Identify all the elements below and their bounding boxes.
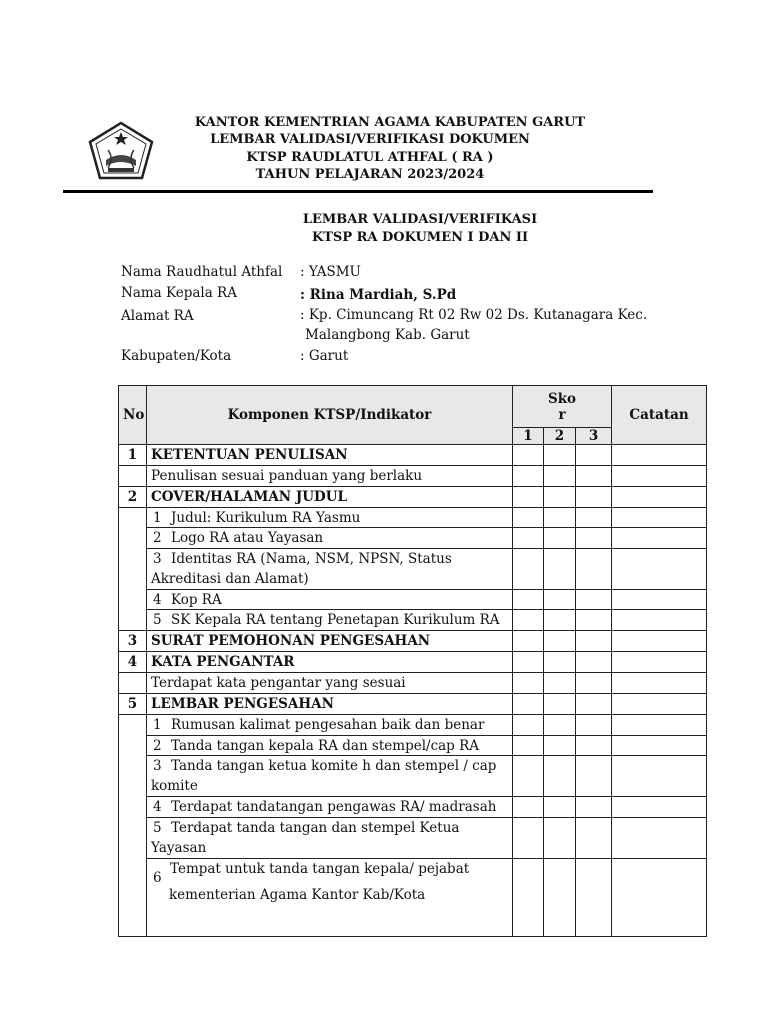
score-cell-1[interactable] xyxy=(513,528,544,549)
header-line-3: KTSP RAUDLATUL ATHFAL ( RA ) xyxy=(246,150,494,165)
indicator-label-line-1: Tanda tangan ketua komite h dan stempel / cap xyxy=(171,758,497,774)
note-cell[interactable] xyxy=(612,610,707,631)
skor-label-part-1: Sko xyxy=(547,390,577,407)
indicator-label: Judul: Kurikulum RA Yasmu xyxy=(171,509,361,526)
score-cell-1[interactable] xyxy=(513,487,544,508)
table-row xyxy=(119,487,707,508)
note-cell[interactable] xyxy=(612,631,707,652)
indicator-label-line-2: Yayasan xyxy=(151,840,207,856)
score-cell-1[interactable] xyxy=(513,631,544,652)
indicator-label: Logo RA atau Yayasan xyxy=(171,530,324,546)
note-cell[interactable] xyxy=(612,694,707,715)
score-cell-3[interactable] xyxy=(576,445,612,466)
indicator-number: 4 xyxy=(153,591,162,608)
section-title: COVER/HALAMAN JUDUL xyxy=(147,487,513,508)
score-cell-3[interactable] xyxy=(576,549,612,590)
score-cell-2[interactable] xyxy=(544,715,576,736)
score-cell-2[interactable] xyxy=(544,694,576,715)
indicator-label: Kop RA xyxy=(171,591,222,608)
indicator-label-line-1: Tempat untuk tanda tangan kepala/ pejabat xyxy=(170,861,470,877)
table-row xyxy=(119,797,707,818)
row-number: 2 xyxy=(119,487,147,508)
col-header-komponen: Komponen KTSP/Indikator xyxy=(147,386,513,445)
indicator-text xyxy=(147,859,513,937)
indicator-text xyxy=(147,508,513,528)
table-row xyxy=(119,736,707,756)
section-title: KATA PENGANTAR xyxy=(147,652,513,673)
note-cell[interactable] xyxy=(612,756,707,797)
score-cell-3[interactable] xyxy=(576,652,612,673)
note-cell[interactable] xyxy=(612,736,707,756)
indicator-text: Terdapat kata pengantar yang sesuai xyxy=(147,673,513,694)
score-cell-1[interactable] xyxy=(513,590,544,610)
indicator-text xyxy=(147,610,513,631)
note-cell[interactable] xyxy=(612,528,707,549)
score-cell-3[interactable] xyxy=(576,715,612,736)
score-cell-2[interactable] xyxy=(544,528,576,549)
indicator-label-line-1: Identitas RA (Nama, NSM, NPSN, Status xyxy=(171,551,452,567)
indicator-label-line-2: Akreditasi dan Alamat) xyxy=(151,571,309,587)
score-cell-2[interactable] xyxy=(544,859,576,937)
table-row xyxy=(119,756,707,797)
indicator-text: Penulisan sesuai panduan yang berlaku xyxy=(147,466,513,487)
header-line-1: KANTOR KEMENTRIAN AGAMA KABUPATEN GARUT xyxy=(194,115,586,130)
score-cell-3[interactable] xyxy=(576,487,612,508)
indicator-text xyxy=(147,549,513,590)
table-row xyxy=(119,528,707,549)
score-cell-1[interactable] xyxy=(513,445,544,466)
indicator-text xyxy=(147,715,513,736)
score-cell-3[interactable] xyxy=(576,466,612,487)
header-line-4: TAHUN PELAJARAN 2023/2024 xyxy=(255,167,485,182)
table-row xyxy=(119,445,707,466)
indicator-number: 1 xyxy=(153,509,162,526)
col-header-skor-3: 3 xyxy=(576,428,612,445)
note-cell[interactable] xyxy=(612,590,707,610)
score-cell-1[interactable] xyxy=(513,549,544,590)
table-row xyxy=(119,859,707,937)
indicator-number: 5 xyxy=(153,612,162,628)
col-header-no: No xyxy=(119,386,147,445)
table-row xyxy=(119,466,707,487)
score-cell-1[interactable] xyxy=(513,818,544,859)
table-row xyxy=(119,549,707,590)
indicator-number: 3 xyxy=(153,758,162,774)
score-cell-3[interactable] xyxy=(576,673,612,694)
score-cell-2[interactable] xyxy=(544,466,576,487)
indicator-label-line-2: komite xyxy=(151,778,198,794)
table-row xyxy=(119,590,707,610)
score-cell-3[interactable] xyxy=(576,590,612,610)
table-row xyxy=(119,715,707,736)
subtitle-line-1: LEMBAR VALIDASI/VERIFIKASI xyxy=(302,212,538,227)
indicator-number: 5 xyxy=(153,820,162,836)
indicator-number: 4 xyxy=(153,799,162,815)
section-title: SURAT PEMOHONAN PENGESAHAN xyxy=(147,631,513,652)
score-cell-2[interactable] xyxy=(544,756,576,797)
indicator-number: 2 xyxy=(153,530,162,546)
note-cell[interactable] xyxy=(612,715,707,736)
score-cell-3[interactable] xyxy=(576,736,612,756)
score-cell-3[interactable] xyxy=(576,756,612,797)
indicator-text xyxy=(147,818,513,859)
section-title: LEMBAR PENGESAHAN xyxy=(147,694,513,715)
indicator-text xyxy=(147,756,513,797)
score-cell-3[interactable] xyxy=(576,610,612,631)
table-row xyxy=(119,631,707,652)
score-cell-1[interactable] xyxy=(513,652,544,673)
score-cell-2[interactable] xyxy=(544,549,576,590)
score-cell-2[interactable] xyxy=(544,508,576,528)
col-header-catatan: Catatan xyxy=(612,386,707,445)
indicator-text xyxy=(147,736,513,756)
indicator-label: SK Kepala RA tentang Penetapan Kurikulum RA xyxy=(171,612,500,628)
score-cell-2[interactable] xyxy=(544,445,576,466)
indicator-number: 3 xyxy=(153,551,162,567)
indicator-number: 6 xyxy=(153,870,162,886)
indicator-label-line-1: Terdapat tanda tangan dan stempel Ketua xyxy=(171,820,460,836)
table-row xyxy=(119,673,707,694)
score-cell-3[interactable] xyxy=(576,508,612,528)
indicator-label: Terdapat tandatangan pengawas RA/ madrasah xyxy=(171,799,497,815)
header-divider xyxy=(63,190,653,193)
table-row xyxy=(119,610,707,631)
indicator-text xyxy=(147,590,513,610)
score-cell-3[interactable] xyxy=(576,859,612,937)
validation-table xyxy=(118,385,707,937)
alamat-value-line-2: Malangbong Kab. Garut xyxy=(305,327,470,343)
indicator-number: 2 xyxy=(153,737,162,754)
score-cell-1[interactable] xyxy=(513,736,544,756)
note-cell[interactable] xyxy=(612,673,707,694)
alamat-value-line-1: : Kp. Cimuncang Rt 02 Rw 02 Ds. Kutanagara Kec. xyxy=(300,307,648,323)
indicator-text xyxy=(147,797,513,818)
note-cell[interactable] xyxy=(612,652,707,673)
score-cell-2[interactable] xyxy=(544,797,576,818)
note-cell[interactable] xyxy=(612,549,707,590)
table-row xyxy=(119,818,707,859)
note-cell[interactable] xyxy=(612,797,707,818)
note-cell[interactable] xyxy=(612,466,707,487)
nama-ra-label: Nama Raudhatul Athfal xyxy=(121,264,283,280)
col-header-skor-2: 2 xyxy=(544,428,576,445)
note-cell[interactable] xyxy=(612,487,707,508)
score-cell-1[interactable] xyxy=(513,466,544,487)
subtitle-line-2: KTSP RA DOKUMEN I DAN II xyxy=(311,230,529,245)
table-row xyxy=(119,694,707,715)
table-row xyxy=(119,508,707,528)
score-cell-1[interactable] xyxy=(513,756,544,797)
col-header-skor-1: 1 xyxy=(513,428,544,445)
score-cell-1[interactable] xyxy=(513,610,544,631)
score-cell-1[interactable] xyxy=(513,694,544,715)
score-cell-3[interactable] xyxy=(576,631,612,652)
note-cell[interactable] xyxy=(612,445,707,466)
score-cell-2[interactable] xyxy=(544,818,576,859)
score-cell-2[interactable] xyxy=(544,736,576,756)
score-cell-2[interactable] xyxy=(544,487,576,508)
indicator-label: Tanda tangan kepala RA dan stempel/cap RA xyxy=(171,737,480,754)
row-number: 4 xyxy=(119,652,147,673)
score-cell-3[interactable] xyxy=(576,818,612,859)
note-cell[interactable] xyxy=(612,818,707,859)
note-cell[interactable] xyxy=(612,508,707,528)
col-header-skor xyxy=(513,386,612,428)
score-cell-1[interactable] xyxy=(513,797,544,818)
header-line-2: LEMBAR VALIDASI/VERIFIKASI DOKUMEN xyxy=(210,132,530,147)
section-title: KETENTUAN PENULISAN xyxy=(147,445,513,466)
score-cell-2[interactable] xyxy=(544,590,576,610)
score-cell-2[interactable] xyxy=(544,631,576,652)
score-cell-1[interactable] xyxy=(513,859,544,937)
score-cell-3[interactable] xyxy=(576,694,612,715)
row-number: 1 xyxy=(119,445,147,466)
score-cell-1[interactable] xyxy=(513,508,544,528)
skor-label-part-2: r xyxy=(558,406,566,423)
table-row xyxy=(119,652,707,673)
score-cell-1[interactable] xyxy=(513,715,544,736)
score-cell-2[interactable] xyxy=(544,673,576,694)
score-cell-1[interactable] xyxy=(513,673,544,694)
indicator-text xyxy=(147,528,513,549)
indicator-number: 1 xyxy=(153,717,162,733)
score-cell-3[interactable] xyxy=(576,797,612,818)
kabupaten-label: Kabupaten/Kota xyxy=(121,348,232,364)
note-cell[interactable] xyxy=(612,859,707,937)
kepala-ra-value: : Rina Mardiah, S.Pd xyxy=(300,287,457,303)
indicator-label-line-2: kementerian Agama Kantor Kab/Kota xyxy=(169,887,426,903)
kabupaten-value: : Garut xyxy=(300,348,349,364)
row-number: 5 xyxy=(119,694,147,715)
kepala-ra-label: Nama Kepala RA xyxy=(121,285,237,301)
score-cell-3[interactable] xyxy=(576,528,612,549)
nama-ra-value: : YASMU xyxy=(300,264,361,280)
score-cell-2[interactable] xyxy=(544,610,576,631)
alamat-label: Alamat RA xyxy=(121,308,194,324)
score-cell-2[interactable] xyxy=(544,652,576,673)
row-number: 3 xyxy=(119,631,147,652)
indicator-label: Rumusan kalimat pengesahan baik dan benar xyxy=(171,717,485,733)
